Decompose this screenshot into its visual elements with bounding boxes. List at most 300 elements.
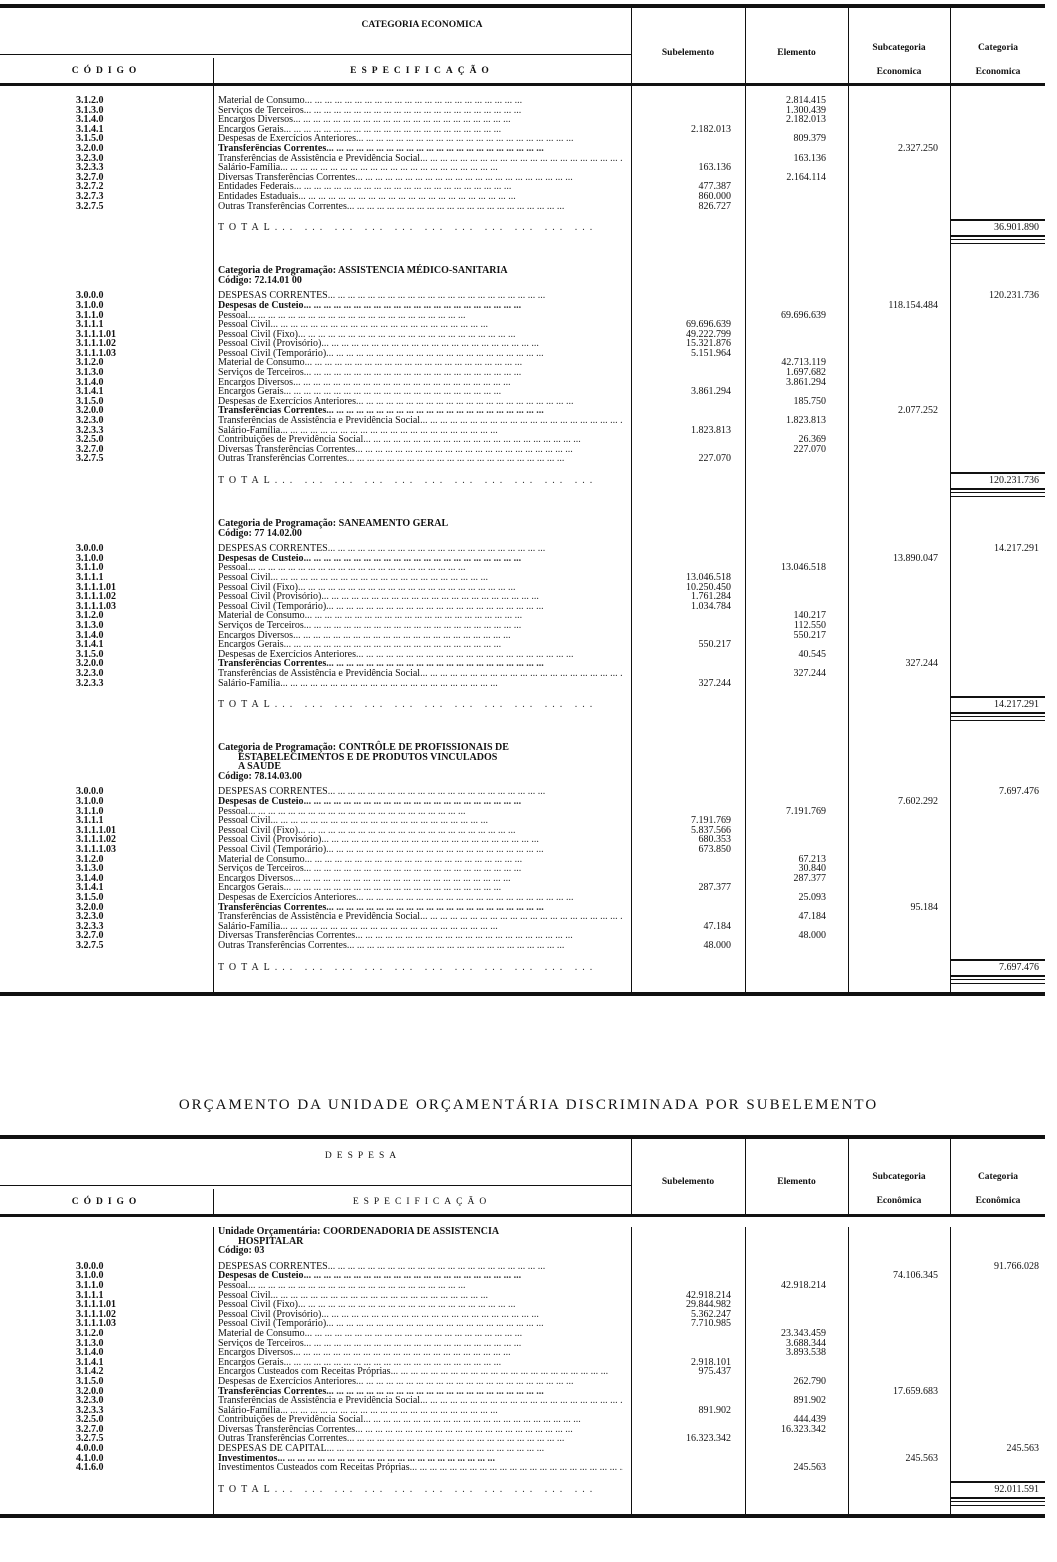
header-group: CATEGORIA ECONOMICA: [361, 20, 483, 30]
table-row: [0, 602, 1045, 612]
bottom-rule: [0, 992, 1045, 996]
table-row: [0, 1271, 1045, 1281]
categoria-value: [950, 397, 1045, 407]
row-code: 3.2.3.3: [76, 162, 104, 174]
row-label: DESPESAS CORRENTES: [218, 787, 328, 798]
row-label: Pessoal Civil (Provisório): [218, 1309, 322, 1320]
row-label: Encargos Diversos: [218, 115, 294, 125]
section-heading-line: Código: 03: [218, 1245, 265, 1257]
row-specification: [213, 387, 631, 397]
categoria-value: [950, 835, 1045, 845]
subelemento-value: 891.902: [698, 1404, 731, 1416]
row-code: 3.1.2.0: [76, 357, 104, 369]
row-label: Pessoal: [218, 1280, 248, 1291]
row-label: Salário-Família: [218, 921, 281, 932]
dot-leader: [280, 679, 623, 689]
subelemento-value: 3.861.294: [691, 386, 731, 398]
elemento-value: [745, 192, 848, 202]
table-row: [0, 301, 1045, 311]
row-code: 3.1.4.1: [76, 1356, 104, 1368]
row-label: Material de Consumo: [218, 854, 305, 865]
categoria-value: [950, 320, 1045, 330]
section-heading-line: HOSPITALAR: [238, 1235, 304, 1247]
elemento-value: [745, 1291, 848, 1301]
row-label: Pessoal Civil (Fixo): [218, 825, 299, 836]
subcategoria-value: [848, 426, 950, 436]
elemento-value: 69.696.639: [781, 309, 826, 321]
subelemento-value: [631, 1387, 745, 1397]
row-label: Pessoal Civil (Temporário): [218, 1319, 327, 1329]
elemento-value: [745, 1310, 848, 1320]
row-label: Material de Consumo: [218, 1328, 305, 1339]
table-row: [0, 202, 1045, 212]
subelemento-value: 69.696.639: [686, 319, 731, 331]
elemento-value: 13.046.518: [781, 562, 826, 574]
row-label: Despesas de Custeio: [218, 553, 304, 564]
subcategoria-value: 17.659.683: [893, 1385, 938, 1397]
row-specification: [213, 1339, 631, 1349]
subcategoria-value: [848, 669, 950, 679]
row-label: DESPESAS CORRENTES: [218, 544, 328, 554]
total-elem: [745, 1479, 848, 1501]
subcategoria-value: [848, 1434, 950, 1444]
row-specification: [213, 1463, 631, 1473]
row-specification: [213, 922, 631, 932]
categoria-value: [950, 640, 1045, 650]
subelemento-value: 5.362.247: [691, 1308, 731, 1320]
dot-leader: [321, 592, 623, 602]
subcategoria-value: [848, 1319, 950, 1329]
subelemento-value: [631, 106, 745, 116]
row-code: 3.1.4.0: [76, 1347, 104, 1359]
dot-leader: [248, 807, 623, 817]
categoria-value: [950, 349, 1045, 359]
categoria-value: 120.231.736: [989, 290, 1039, 302]
table-row: [0, 864, 1045, 874]
row-label: Pessoal: [218, 563, 248, 573]
subcategoria-value: [848, 816, 950, 826]
total-label: TOTAL: [218, 222, 275, 234]
categoria-value: [950, 1348, 1045, 1358]
row-code: 3.1.1.1.02: [76, 338, 116, 350]
section-heading: [0, 743, 1045, 781]
total-row: [0, 957, 1045, 979]
row-specification: [213, 1415, 631, 1425]
total-elem: [745, 217, 848, 239]
elemento-value: 185.750: [793, 395, 826, 407]
dot-leader: [248, 1281, 623, 1291]
elemento-value: 2.182.013: [786, 114, 826, 126]
table-row: [0, 544, 1045, 554]
row-label: Despesas de Exercícios Anteriores: [218, 396, 357, 407]
row-code: 3.2.7.3: [76, 190, 104, 202]
dot-leader: [271, 573, 623, 583]
dot-leader: [305, 96, 623, 106]
row-code: 3.1.1.1.01: [76, 581, 116, 593]
dot-leader: [326, 406, 623, 416]
categoria-value: [950, 387, 1045, 397]
row-code: 3.1.1.1: [76, 571, 104, 583]
row-specification: [213, 1406, 631, 1416]
table-row: [0, 807, 1045, 817]
subelemento-value: [631, 621, 745, 631]
dot-leader: [305, 611, 623, 621]
row-specification: [213, 339, 631, 349]
elemento-value: 40.545: [798, 648, 826, 660]
row-label: Serviços de Terceiros: [218, 864, 304, 874]
total-sub: [631, 1479, 745, 1501]
subelemento-value: [631, 1463, 745, 1473]
row-specification: [213, 874, 631, 884]
subelemento-value: 550.217: [698, 639, 731, 651]
row-code: 3.1.2.0: [76, 1327, 104, 1339]
subcategoria-value: [848, 115, 950, 125]
row-code: 3.2.7.0: [76, 1423, 104, 1435]
dot-leader: [328, 1262, 623, 1272]
row-code: 3.2.7.0: [76, 171, 104, 183]
table-row: [0, 583, 1045, 593]
dot-leader: [347, 454, 623, 464]
total-elem: [745, 470, 848, 492]
elemento-value: 444.439: [793, 1414, 826, 1426]
elemento-value: 550.217: [793, 629, 826, 641]
elemento-value: [745, 816, 848, 826]
row-specification: [213, 1262, 631, 1272]
table-row: [0, 416, 1045, 426]
dot-leader: [304, 368, 623, 378]
elemento-value: [745, 202, 848, 212]
dot-leader: [304, 864, 623, 874]
table-row: [0, 406, 1045, 416]
subcategoria-value: [848, 922, 950, 932]
elemento-value: 3.861.294: [786, 376, 826, 388]
subcategoria-value: [848, 1348, 950, 1358]
subelemento-value: 42.918.214: [686, 1289, 731, 1301]
dot-leader: [326, 602, 623, 612]
row-specification: [213, 1348, 631, 1358]
subelemento-value: 49.222.799: [686, 328, 731, 340]
row-code: 3.2.0.0: [76, 658, 104, 670]
dot-leader: [347, 941, 623, 951]
row-specification: [213, 96, 631, 106]
dot-leader: [321, 835, 623, 845]
subcategoria-value: [848, 311, 950, 321]
row-label: Outras Transferências Correntes: [218, 454, 347, 464]
subcategoria-value: 13.890.047: [893, 552, 938, 564]
categoria-value: [950, 1415, 1045, 1425]
table-row: [0, 845, 1045, 855]
categoria-value: [950, 621, 1045, 631]
header-categoria: Categoria Econômica: [975, 1172, 1021, 1206]
elemento-value: 112.550: [793, 619, 826, 631]
dot-leader: [271, 1291, 623, 1301]
total-specification: [213, 957, 631, 979]
row-label: Contribuições de Previdência Social: [218, 1415, 364, 1425]
total-code: [0, 217, 213, 239]
row-specification: [213, 679, 631, 689]
row-label: Pessoal: [218, 310, 248, 321]
row-label: Despesas de Custeio: [218, 1271, 304, 1281]
subelemento-value: [631, 96, 745, 106]
table-row: [0, 650, 1045, 660]
row-label: Pessoal Civil (Provisório): [218, 592, 322, 602]
table-row: [0, 311, 1045, 321]
row-specification: [213, 1444, 631, 1454]
subelemento-value: [631, 406, 745, 416]
total-value: 7.697.476: [950, 959, 1045, 977]
row-specification: [213, 1310, 631, 1320]
dot-leader: [363, 435, 623, 445]
elemento-value: 891.902: [793, 1395, 826, 1407]
row-label: DESPESAS CORRENTES: [218, 1261, 328, 1272]
row-label: Transferências Correntes: [218, 406, 327, 417]
row-label: Encargos Gerais: [218, 124, 284, 135]
dot-leader: [327, 1444, 623, 1454]
row-code: 3.1.2.0: [76, 95, 104, 106]
subcategoria-value: [848, 125, 950, 135]
dot-leader: [326, 903, 623, 913]
row-code: 3.1.0.0: [76, 796, 104, 808]
subcategoria-value: [848, 592, 950, 602]
total-row: [0, 1479, 1045, 1501]
categoria-value: [950, 435, 1045, 445]
row-code: 3.1.3.0: [76, 367, 104, 379]
row-code: 3.1.3.0: [76, 619, 104, 631]
categoria-value: [950, 1271, 1045, 1281]
dot-leader: [304, 301, 623, 311]
row-specification: [213, 640, 631, 650]
row-specification: [213, 1367, 631, 1377]
subelemento-value: [631, 1377, 745, 1387]
header-categoria: Categoria Economica: [975, 43, 1021, 77]
row-specification: [213, 416, 631, 426]
subcategoria-value: [848, 826, 950, 836]
row-specification: [213, 592, 631, 602]
subelemento-value: 10.250.450: [686, 581, 731, 593]
dot-leader: [277, 1454, 623, 1464]
elemento-value: 2.814.415: [786, 95, 826, 106]
table-row: [0, 125, 1045, 135]
section-heading-line: Código: 77 14.02.00: [218, 527, 302, 539]
section-heading-line: Categoria de Programação: ASSISTENCIA MÉDICO-SANITARIA: [218, 265, 508, 277]
categoria-value: [950, 679, 1045, 689]
row-code: 3.1.1.0: [76, 562, 104, 574]
table-row: [0, 1348, 1045, 1358]
table-row: [0, 96, 1045, 106]
section-heading-line: Código: 72.14.01 00: [218, 274, 302, 286]
elemento-value: 30.840: [798, 863, 826, 875]
row-specification: [213, 1387, 631, 1397]
categoria-value: [950, 602, 1045, 612]
row-specification: [213, 1329, 631, 1339]
row-specification: [213, 602, 631, 612]
subcategoria-value: [848, 807, 950, 817]
table-row: [0, 106, 1045, 116]
row-code: 3.2.3.3: [76, 920, 104, 932]
total-label: TOTAL: [218, 699, 275, 711]
categoria-value: [950, 583, 1045, 593]
row-label: Pessoal Civil (Temporário): [218, 845, 327, 855]
total-subcat: [848, 957, 950, 979]
subelemento-value: 673.850: [698, 844, 731, 856]
row-label: Salário-Família: [218, 163, 281, 173]
section-heading-line: Categoria de Programação: CONTRÔLE DE PROFISSIONAIS DE: [218, 742, 509, 754]
total-subcat: [848, 1479, 950, 1501]
categoria-value: [950, 1329, 1045, 1339]
elemento-value: 140.217: [793, 610, 826, 622]
categoria-value: [950, 1387, 1045, 1397]
categoria-value: [950, 154, 1045, 164]
total-subcat: [848, 470, 950, 492]
elemento-value: 42.918.214: [781, 1279, 826, 1291]
row-specification: [213, 406, 631, 416]
elemento-value: [745, 330, 848, 340]
categoria-value: 14.217.291: [994, 543, 1039, 555]
row-specification: [213, 903, 631, 913]
row-specification: [213, 835, 631, 845]
table-row: [0, 1415, 1045, 1425]
categoria-value: [950, 1291, 1045, 1301]
row-code: 3.2.7.5: [76, 453, 104, 465]
elemento-value: [745, 454, 848, 464]
row-specification: [213, 182, 631, 192]
subelemento-value: [631, 134, 745, 144]
row-specification: [213, 1291, 631, 1301]
row-label: Pessoal Civil (Fixo): [218, 582, 299, 593]
subcategoria-value: [848, 1310, 950, 1320]
dot-leader: [363, 1415, 623, 1425]
subelemento-value: [631, 797, 745, 807]
elemento-value: 245.563: [793, 1462, 826, 1474]
row-specification: [213, 1396, 631, 1406]
total-value: 92.011.591: [950, 1481, 1045, 1499]
row-label: Encargos Diversos: [218, 873, 294, 884]
row-code: 3.2.0.0: [76, 405, 104, 417]
header-subelemento: Subelemento: [661, 48, 715, 58]
row-code: 3.2.7.0: [76, 443, 104, 455]
categoria-value: [950, 1310, 1045, 1320]
table-row: [0, 435, 1045, 445]
dot-leader: [304, 1271, 623, 1281]
row-code: 3.2.3.3: [76, 677, 104, 689]
table-row: [0, 144, 1045, 154]
section-heading: [0, 1227, 1045, 1256]
subcategoria-value: [848, 855, 950, 865]
section-heading: [0, 519, 1045, 538]
categoria-value: [950, 903, 1045, 913]
row-label: Pessoal Civil (Provisório): [218, 339, 322, 349]
elemento-value: [745, 1262, 848, 1272]
subelemento-value: 7.191.769: [691, 815, 731, 827]
row-code: 3.2.5.0: [76, 434, 104, 446]
header-subcategoria: Subcategoria Econômica: [872, 1172, 926, 1206]
subcategoria-value: [848, 931, 950, 941]
row-code: 3.2.3.0: [76, 911, 104, 923]
table-row: [0, 154, 1045, 164]
row-code: 3.1.1.0: [76, 1279, 104, 1291]
row-specification: [213, 611, 631, 621]
row-code: 3.1.4.1: [76, 639, 104, 651]
dot-leader: [293, 631, 623, 641]
row-code: 3.1.5.0: [76, 395, 104, 407]
row-specification: [213, 330, 631, 340]
table-row: [0, 826, 1045, 836]
dot-leader: [326, 1387, 623, 1397]
row-label: Material de Consumo: [218, 96, 305, 106]
dot-leader: [284, 125, 623, 135]
row-label: DESPESAS DE CAPITAL: [218, 1444, 327, 1454]
subcategoria-value: [848, 1339, 950, 1349]
row-specification: [213, 845, 631, 855]
dot-leader: [304, 621, 623, 631]
table-row: [0, 679, 1045, 689]
row-specification: [213, 573, 631, 583]
dot-leader: [280, 922, 623, 932]
row-specification: [213, 378, 631, 388]
categoria-value: 91.766.028: [994, 1260, 1039, 1272]
table-row: [0, 1425, 1045, 1435]
dot-leader: [326, 1319, 623, 1329]
dot-leader: [326, 349, 623, 359]
row-code: 3.1.1.1.03: [76, 844, 116, 856]
elemento-value: [745, 845, 848, 855]
elemento-value: 47.184: [798, 911, 826, 923]
table-row: [0, 922, 1045, 932]
row-specification: [213, 301, 631, 311]
elemento-value: [745, 679, 848, 689]
categoria-value: [950, 311, 1045, 321]
dot-leader: [305, 1329, 623, 1339]
row-code: 4.0.0.0: [76, 1443, 104, 1455]
subcategoria-value: [848, 154, 950, 164]
subcategoria-value: 327.244: [905, 658, 938, 670]
categoria-value: [950, 611, 1045, 621]
row-code: 3.1.4.0: [76, 872, 104, 884]
dot-leader: [420, 669, 623, 679]
subelemento-value: [631, 368, 745, 378]
categoria-value: [950, 893, 1045, 903]
table-row: [0, 941, 1045, 951]
row-code: 3.2.3.3: [76, 424, 104, 436]
row-code: 3.2.0.0: [76, 901, 104, 913]
elemento-value: [745, 182, 848, 192]
table-row: [0, 669, 1045, 679]
table-row: [0, 1300, 1045, 1310]
subelemento-value: 826.727: [698, 200, 731, 212]
table-row: [0, 330, 1045, 340]
dot-leader: [355, 931, 623, 941]
elemento-value: 48.000: [798, 930, 826, 942]
table-row: [0, 787, 1045, 797]
row-code: 3.1.3.0: [76, 1337, 104, 1349]
row-specification: [213, 311, 631, 321]
subelemento-value: 327.244: [698, 677, 731, 689]
dot-leader: [298, 583, 623, 593]
row-label: Pessoal Civil: [218, 572, 271, 583]
subelemento-value: 5.837.566: [691, 824, 731, 836]
subcategoria-value: [848, 1300, 950, 1310]
row-specification: [213, 125, 631, 135]
categoria-value: [950, 816, 1045, 826]
elemento-value: [745, 291, 848, 301]
subcategoria-value: [848, 349, 950, 359]
subelemento-value: [631, 358, 745, 368]
total-elem: [745, 694, 848, 716]
categoria-value: [950, 454, 1045, 464]
row-specification: [213, 1300, 631, 1310]
row-specification: [213, 435, 631, 445]
row-label: Transferências de Assistência e Previdência Social: [218, 668, 421, 679]
